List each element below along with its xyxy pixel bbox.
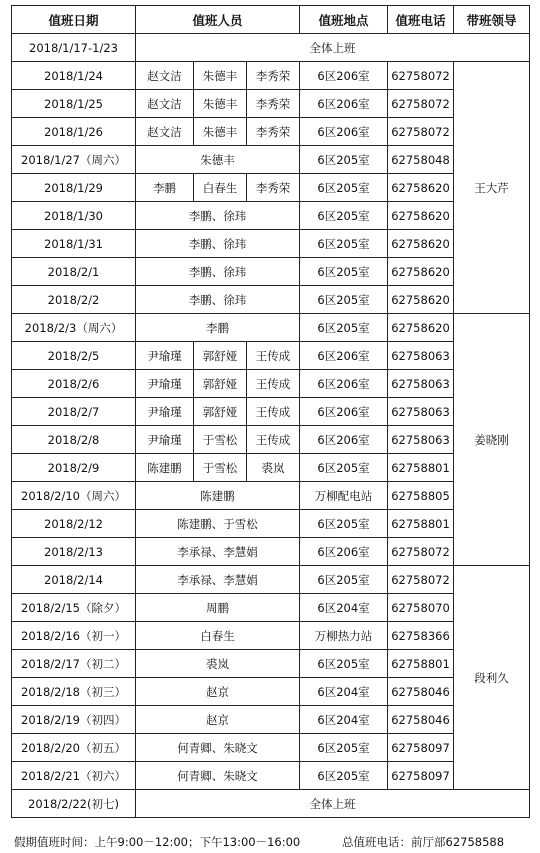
- location-cell: 6区206室: [300, 90, 388, 118]
- table-row: [12, 650, 530, 678]
- date-cell: 2018/2/7: [12, 398, 136, 426]
- staff-cell: 白春生: [194, 174, 247, 202]
- table-row: [12, 454, 530, 482]
- staff-cell: 李鹏、徐玮: [136, 258, 300, 286]
- table-row: [12, 566, 530, 594]
- location-cell: 6区205室: [300, 566, 388, 594]
- location-cell: 6区206室: [300, 426, 388, 454]
- location-cell: 6区205室: [300, 286, 388, 314]
- table-row: [12, 706, 530, 734]
- date-cell: 2018/1/25: [12, 90, 136, 118]
- table-row: [12, 622, 530, 650]
- staff-cell: 李鹏、徐玮: [136, 286, 300, 314]
- staff-cell: 王传成: [247, 370, 300, 398]
- table-row: [12, 118, 530, 146]
- phone-cell: 62758048: [388, 146, 454, 174]
- date-cell: 2018/2/8: [12, 426, 136, 454]
- table-row: [12, 174, 530, 202]
- staff-cell: 王传成: [247, 398, 300, 426]
- location-cell: 6区206室: [300, 370, 388, 398]
- staff-cell: 周鹏: [136, 594, 300, 622]
- phone-cell: 62758620: [388, 258, 454, 286]
- date-cell: 2018/1/26: [12, 118, 136, 146]
- table-row: [12, 426, 530, 454]
- footer: [14, 834, 534, 850]
- table-row: [12, 370, 530, 398]
- location-cell: 6区205室: [300, 146, 388, 174]
- header-row: [12, 6, 530, 34]
- staff-cell: 陈建鹏: [136, 482, 300, 510]
- staff-cell: 李秀荣: [247, 62, 300, 90]
- table-row: [12, 34, 530, 62]
- phone-cell: 62758620: [388, 286, 454, 314]
- table-row: [12, 594, 530, 622]
- staff-cell: 尹瑜瑾: [136, 426, 194, 454]
- staff-cell: 赵文洁: [136, 118, 194, 146]
- table-row: [12, 286, 530, 314]
- location-cell: 6区205室: [300, 174, 388, 202]
- phone-cell: 62758072: [388, 90, 454, 118]
- date-cell: 2018/2/21（初六）: [12, 762, 136, 790]
- date-cell: 2018/2/1: [12, 258, 136, 286]
- phone-cell: 62758097: [388, 734, 454, 762]
- staff-cell: 朱德丰: [194, 118, 247, 146]
- staff-cell: 白春生: [136, 622, 300, 650]
- header-date: 值班日期: [12, 6, 136, 34]
- date-cell: 2018/2/10（周六）: [12, 482, 136, 510]
- roster-body: [12, 34, 530, 818]
- phone-cell: 62758801: [388, 454, 454, 482]
- date-cell: 2018/1/29: [12, 174, 136, 202]
- date-cell: 2018/2/19（初四）: [12, 706, 136, 734]
- staff-cell: 李鹏、徐玮: [136, 202, 300, 230]
- date-cell: 2018/2/13: [12, 538, 136, 566]
- staff-cell: 郭舒娅: [194, 398, 247, 426]
- staff-cell: 裘岚: [247, 454, 300, 482]
- staff-cell: 赵京: [136, 678, 300, 706]
- staff-cell: 郭舒娅: [194, 370, 247, 398]
- date-cell: 2018/1/27（周六）: [12, 146, 136, 174]
- table-row: [12, 538, 530, 566]
- phone-cell: 62758801: [388, 650, 454, 678]
- date-cell: 2018/2/9: [12, 454, 136, 482]
- staff-cell: 郭舒娅: [194, 342, 247, 370]
- date-cell: 2018/2/17（初二）: [12, 650, 136, 678]
- location-cell: 6区206室: [300, 342, 388, 370]
- phone-cell: 62758063: [388, 370, 454, 398]
- header-staff: 值班人员: [136, 6, 300, 34]
- location-cell: 6区205室: [300, 734, 388, 762]
- staff-cell: 李鹏: [136, 314, 300, 342]
- header-leader: 带班领导: [454, 6, 530, 34]
- date-cell: 2018/2/3（周六）: [12, 314, 136, 342]
- phone-cell: 62758072: [388, 62, 454, 90]
- staff-cell: 朱德丰: [194, 62, 247, 90]
- staff-cell: 李秀荣: [247, 90, 300, 118]
- staff-cell: 于雪松: [194, 454, 247, 482]
- location-cell: 6区205室: [300, 510, 388, 538]
- header-location: 值班地点: [300, 6, 388, 34]
- table-row: [12, 398, 530, 426]
- staff-cell: 裘岚: [136, 650, 300, 678]
- staff-cell: 王传成: [247, 342, 300, 370]
- table-row: [12, 258, 530, 286]
- staff-cell: 王传成: [247, 426, 300, 454]
- phone-cell: 62758620: [388, 314, 454, 342]
- staff-cell: 李承禄、李慧娟: [136, 538, 300, 566]
- location-cell: 6区204室: [300, 678, 388, 706]
- staff-cell: 李鹏: [136, 174, 194, 202]
- location-cell: 6区206室: [300, 538, 388, 566]
- location-cell: 6区206室: [300, 398, 388, 426]
- location-cell: 6区204室: [300, 594, 388, 622]
- date-cell: 2018/2/6: [12, 370, 136, 398]
- phone-cell: 62758046: [388, 706, 454, 734]
- phone-cell: 62758063: [388, 398, 454, 426]
- leader-cell: 王大芹: [454, 62, 530, 314]
- phone-cell: 62758620: [388, 230, 454, 258]
- phone-cell: 62758070: [388, 594, 454, 622]
- phone-cell: 62758063: [388, 342, 454, 370]
- location-cell: 6区205室: [300, 230, 388, 258]
- date-cell: 2018/2/14: [12, 566, 136, 594]
- footer-hours: 假期值班时间：上午9:00－12:00；下午13:00－16:00: [14, 835, 301, 849]
- table-row: [12, 762, 530, 790]
- table-row: [12, 230, 530, 258]
- table-row: [12, 146, 530, 174]
- location-cell: 6区205室: [300, 258, 388, 286]
- staff-cell: 赵京: [136, 706, 300, 734]
- date-cell: 2018/2/5: [12, 342, 136, 370]
- table-row: [12, 790, 530, 818]
- location-cell: 6区204室: [300, 706, 388, 734]
- table-row: [12, 62, 530, 90]
- location-cell: 万柳配电站: [300, 482, 388, 510]
- staff-cell: 尹瑜瑾: [136, 370, 194, 398]
- staff-cell: 何青卿、朱晓文: [136, 734, 300, 762]
- location-cell: 6区206室: [300, 118, 388, 146]
- staff-cell: 何青卿、朱晓文: [136, 762, 300, 790]
- staff-cell: 陈建鹏、于雪松: [136, 510, 300, 538]
- staff-cell: 尹瑜瑾: [136, 342, 194, 370]
- duty-roster-table: [11, 5, 530, 818]
- date-cell: 2018/1/24: [12, 62, 136, 90]
- phone-cell: 62758805: [388, 482, 454, 510]
- date-cell: 2018/2/16（初一）: [12, 622, 136, 650]
- table-row: [12, 482, 530, 510]
- date-cell: 2018/2/12: [12, 510, 136, 538]
- staff-cell: 陈建鹏: [136, 454, 194, 482]
- phone-cell: 62758063: [388, 426, 454, 454]
- staff-cell: 李秀荣: [247, 174, 300, 202]
- date-cell: 2018/2/18（初三）: [12, 678, 136, 706]
- table-row: [12, 342, 530, 370]
- phone-cell: 62758620: [388, 174, 454, 202]
- phone-cell: 62758072: [388, 566, 454, 594]
- all-staff-cell: 全体上班: [136, 790, 530, 818]
- all-staff-cell: 全体上班: [136, 34, 530, 62]
- phone-cell: 62758072: [388, 538, 454, 566]
- location-cell: 6区205室: [300, 762, 388, 790]
- phone-cell: 62758046: [388, 678, 454, 706]
- footer-main-phone: 总值班电话：前厅部62758588: [342, 835, 505, 849]
- staff-cell: 朱德丰: [136, 146, 300, 174]
- staff-cell: 赵文洁: [136, 90, 194, 118]
- leader-cell: 姜晓刚: [454, 314, 530, 566]
- phone-cell: 62758620: [388, 202, 454, 230]
- staff-cell: 李秀荣: [247, 118, 300, 146]
- date-cell: 2018/1/31: [12, 230, 136, 258]
- location-cell: 6区205室: [300, 202, 388, 230]
- phone-cell: 62758366: [388, 622, 454, 650]
- staff-cell: 李承禄、李慧娟: [136, 566, 300, 594]
- location-cell: 6区205室: [300, 314, 388, 342]
- staff-cell: 尹瑜瑾: [136, 398, 194, 426]
- staff-cell: 李鹏、徐玮: [136, 230, 300, 258]
- location-cell: 6区206室: [300, 62, 388, 90]
- phone-cell: 62758097: [388, 762, 454, 790]
- staff-cell: 赵文洁: [136, 62, 194, 90]
- location-cell: 万柳热力站: [300, 622, 388, 650]
- date-cell: 2018/2/22(初七): [12, 790, 136, 818]
- phone-cell: 62758801: [388, 510, 454, 538]
- leader-cell: 段利久: [454, 566, 530, 790]
- date-cell: 2018/2/2: [12, 286, 136, 314]
- date-cell: 2018/2/15（除夕）: [12, 594, 136, 622]
- date-cell: 2018/1/30: [12, 202, 136, 230]
- table-row: [12, 734, 530, 762]
- table-row: [12, 314, 530, 342]
- header-phone: 值班电话: [388, 6, 454, 34]
- table-row: [12, 90, 530, 118]
- staff-cell: 朱德丰: [194, 90, 247, 118]
- staff-cell: 于雪松: [194, 426, 247, 454]
- date-cell: 2018/1/17-1/23: [12, 34, 136, 62]
- phone-cell: 62758072: [388, 118, 454, 146]
- date-cell: 2018/2/20（初五）: [12, 734, 136, 762]
- location-cell: 6区205室: [300, 650, 388, 678]
- table-row: [12, 510, 530, 538]
- table-row: [12, 678, 530, 706]
- table-row: [12, 202, 530, 230]
- location-cell: 6区205室: [300, 454, 388, 482]
